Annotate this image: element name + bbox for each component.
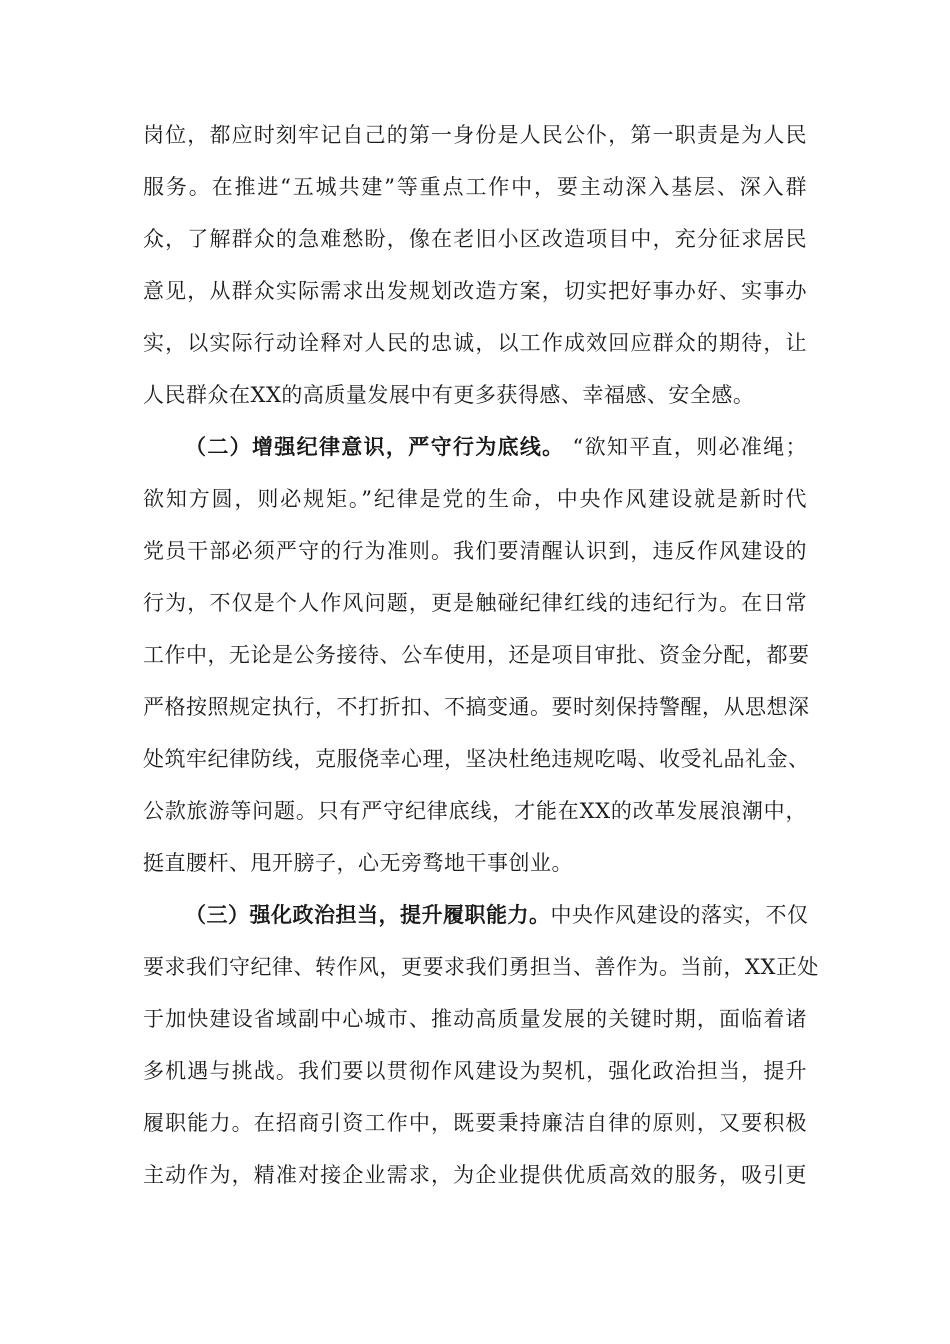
text-line: 严格按照规定执行，不打折扣、不搞变通。要时刻保持警醒，从思想深 <box>143 695 810 719</box>
text-line: 公款旅游等问题。只有严守纪律底线，才能在XX的改革发展浪潮中， <box>143 799 807 823</box>
text-line: 要求我们守纪律、转作风，更要求我们勇担当、善作为。当前，XX正处 <box>143 955 819 979</box>
text-line: 挺直腰杆、甩开膀子，心无旁骛地干事创业。 <box>143 851 573 875</box>
section-heading: （二）增强纪律意识，严守行为底线。 <box>185 434 565 459</box>
text-line: 岗位，都应时刻牢记自己的第一身份是人民公仆，第一职责是为人民 <box>143 123 807 147</box>
text-line: 多机遇与挑战。我们要以贯彻作风建设为契机，强化政治担当，提升 <box>143 1059 807 1083</box>
text-line: 履职能力。在招商引资工作中，既要秉持廉洁自律的原则，又要积极 <box>143 1111 807 1135</box>
document-page <box>143 109 819 1201</box>
text-line: 处筑牢纪律防线，克服侥幸心理，坚决杜绝违规吃喝、收受礼品礼金、 <box>143 747 810 771</box>
text-line: 于加快建设省域副中心城市、推动高质量发展的关键时期，面临着诸 <box>143 1007 807 1031</box>
text-span: “欲知平直，则必准绳； <box>564 435 807 459</box>
text-line: 工作中，无论是公务接待、公车使用，还是项目审批、资金分配，都要 <box>143 643 810 667</box>
text-line: 主动作为，精准对接企业需求，为企业提供优质高效的服务，吸引更 <box>143 1163 807 1187</box>
section-heading: （三）强化政治担当，提升履职能力。 <box>185 902 551 927</box>
text-line: 行为，不仅是个人作风问题，更是触碰纪律红线的违纪行为。在日常 <box>143 591 807 615</box>
text-line: 服务。在推进“五城共建”等重点工作中，要主动深入基层、深入群 <box>143 175 807 199</box>
text-line: 实，以实际行动诠释对人民的忠诚，以工作成效回应群众的期待，让 <box>143 331 807 355</box>
section-heading-line <box>143 421 807 473</box>
text-line: 人民群众在XX的高质量发展中有更多获得感、幸福感、安全感。 <box>143 383 755 407</box>
text-line: 众，了解群众的急难愁盼，像在老旧小区改造项目中，充分征求居民 <box>143 227 807 251</box>
text-line: 意见，从群众实际需求出发规划改造方案，切实把好事办好、实事办 <box>143 279 807 303</box>
section-heading-line <box>143 889 807 941</box>
text-line: 欲知方圆，则必规矩。”纪律是党的生命，中央作风建设就是新时代 <box>143 487 807 511</box>
text-line: 党员干部必须严守的行为准则。我们要清醒认识到，违反作风建设的 <box>143 539 807 563</box>
text-span: 中央作风建设的落实，不仅 <box>550 903 809 927</box>
